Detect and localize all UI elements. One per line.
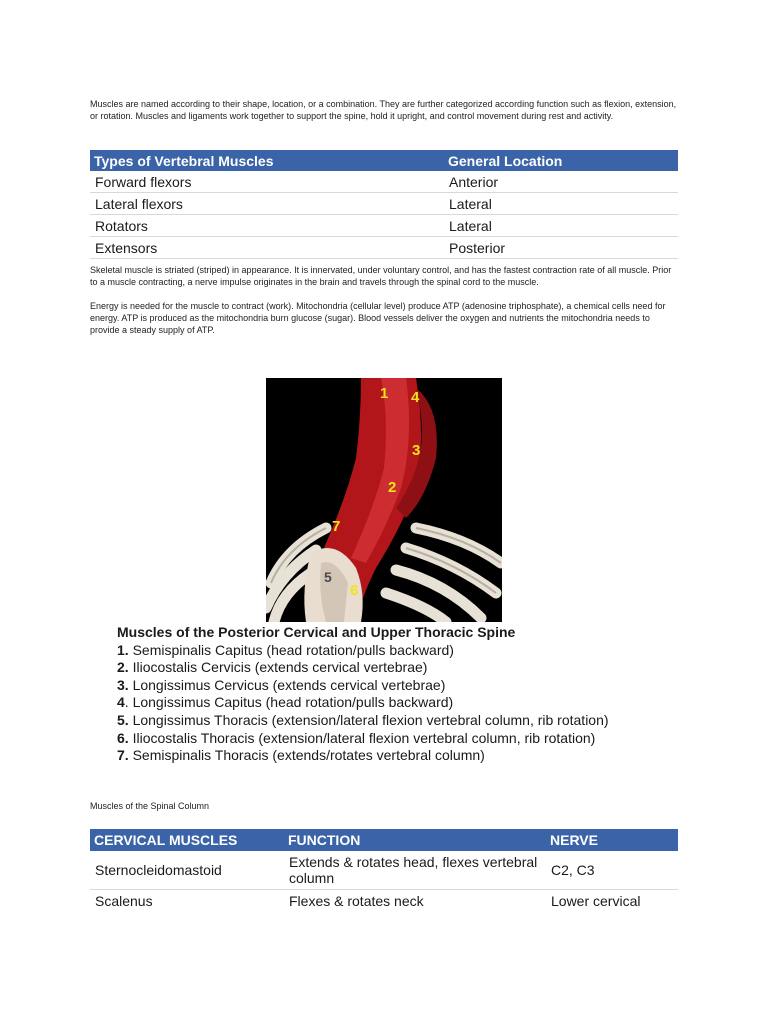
table-cell: Scalenus bbox=[95, 892, 153, 909]
table-cell: Flexes & rotates neck bbox=[289, 892, 424, 909]
column-header: NERVE bbox=[546, 829, 678, 851]
table-row bbox=[90, 215, 678, 237]
table-cell: Posterior bbox=[444, 237, 678, 259]
table-row bbox=[90, 171, 678, 193]
list-item bbox=[117, 677, 657, 695]
skeletal-muscle-paragraph: Skeletal muscle is striated (striped) in appearance. It is innervated, under voluntary control, and has the fastest contraction rate of all muscle. Prior to a muscle contracting, a nerve impulse originates in the brain and travels through the spinal cord to the muscle. bbox=[90, 265, 672, 287]
muscle-diagram bbox=[266, 378, 502, 622]
item-number: 2. bbox=[117, 659, 129, 676]
column-header: FUNCTION bbox=[284, 829, 546, 851]
table-header-row bbox=[90, 150, 678, 171]
item-text: . Longissimus Capitus (head rotation/pulls backward) bbox=[124, 694, 454, 711]
energy-paragraph: Energy is needed for the muscle to contract (work). Mitochondria (cellular level) produce ATP (adenosine triphosphate), a chemical cells need for energy. ATP is produced as the mitochondria burn glucose (sugar). Blood vessels deliver the oxygen and nutrients the mitochondria needs to provide a steady supply of ATP. bbox=[90, 301, 666, 335]
figure-label: 1 bbox=[380, 385, 389, 402]
figure-label: 2 bbox=[388, 479, 397, 496]
list-item bbox=[117, 712, 657, 730]
intro-paragraph: Muscles are named according to their shape, location, or a combination. They are further categorized according function such as flexion, extension, or rotation. Muscles and ligaments work together to support the spine, hold it upright, and control movement during rest and activity. bbox=[90, 99, 677, 121]
table-row bbox=[90, 890, 678, 912]
column-header: General Location bbox=[444, 150, 678, 171]
table-row bbox=[90, 237, 678, 259]
item-number: 6. bbox=[117, 729, 129, 746]
muscle-list bbox=[117, 624, 657, 765]
figure-label: 5 bbox=[324, 569, 332, 585]
figure-label: 3 bbox=[412, 442, 421, 459]
list-item bbox=[117, 659, 657, 677]
table-cell: Sternocleidomastoid bbox=[90, 851, 284, 890]
list-item bbox=[117, 730, 657, 748]
table-row bbox=[90, 851, 678, 890]
item-number: 5. bbox=[117, 711, 129, 728]
vertebral-muscle-types-table bbox=[90, 150, 678, 259]
cervical-muscles-table bbox=[90, 829, 678, 911]
muscle-list-heading: Muscles of the Posterior Cervical and Upper Thoracic Spine bbox=[117, 624, 516, 640]
figure-label: 7 bbox=[332, 518, 341, 535]
table-cell: Lateral bbox=[444, 193, 678, 215]
table-cell: C2, C3 bbox=[546, 851, 678, 890]
spine-muscle-illustration bbox=[266, 378, 502, 622]
item-number: 1. bbox=[117, 641, 129, 658]
table-header-row bbox=[90, 829, 678, 851]
list-item bbox=[117, 747, 657, 765]
item-number: 4 bbox=[117, 694, 125, 711]
table-cell: Extends & rotates head, flexes vertebral column bbox=[284, 851, 546, 890]
spinal-column-caption: Muscles of the Spinal Column bbox=[90, 801, 210, 811]
list-item bbox=[117, 694, 657, 712]
table-cell: Forward flexors bbox=[90, 171, 444, 193]
column-header: Types of Vertebral Muscles bbox=[90, 150, 444, 171]
item-text: Iliocostalis Thoracis (extension/lateral flexion vertebral column, rib rotation) bbox=[128, 729, 596, 746]
table-cell: Lateral bbox=[444, 215, 678, 237]
figure-label: 4 bbox=[411, 389, 420, 406]
table-cell: Extensors bbox=[90, 237, 444, 259]
table-cell: Rotators bbox=[90, 215, 444, 237]
column-header: CERVICAL MUSCLES bbox=[90, 829, 284, 851]
item-text: Longissimus Thoracis (extension/lateral flexion vertebral column, rib rotation) bbox=[128, 711, 609, 728]
item-number: 7. bbox=[117, 747, 129, 764]
figure-label: 6 bbox=[350, 582, 359, 599]
item-number: 3. bbox=[117, 676, 129, 693]
table-cell: Anterior bbox=[444, 171, 678, 193]
item-text: Longissimus Cervicus (extends cervical vertebrae) bbox=[128, 676, 446, 693]
item-text: Semispinalis Capitus (head rotation/pulls backward) bbox=[128, 641, 454, 658]
item-text: Semispinalis Thoracis (extends/rotates vertebral column) bbox=[128, 747, 485, 764]
item-text: Iliocostalis Cervicis (extends cervical vertebrae) bbox=[128, 659, 428, 676]
table-cell: Lateral flexors bbox=[90, 193, 444, 215]
list-item bbox=[117, 642, 657, 660]
table-row bbox=[90, 193, 678, 215]
table-cell: Lower cervical bbox=[551, 892, 641, 909]
